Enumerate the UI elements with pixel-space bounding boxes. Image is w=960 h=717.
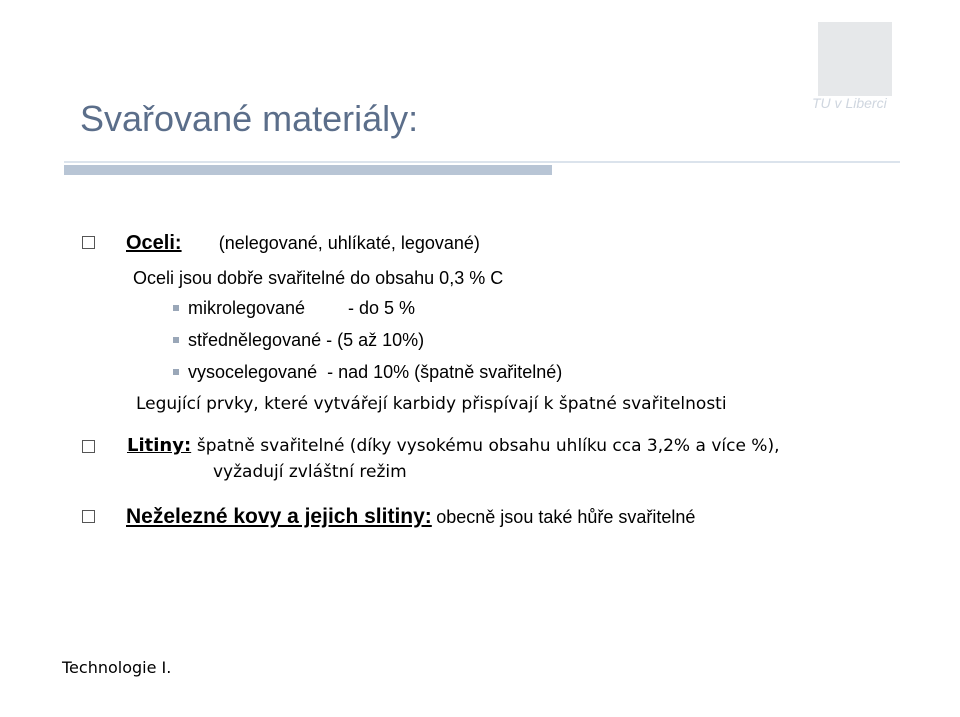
item-nezelezne xyxy=(126,505,695,529)
item-nezelezne-label: Neželezné kovy a jejich slitiny: xyxy=(126,505,432,528)
bullet-checkbox-icon xyxy=(82,510,95,523)
footer-text: Technologie I. xyxy=(62,658,172,677)
item-oceli-types: (nelegované, uhlíkaté, legované) xyxy=(218,233,480,253)
item-litiny-text-cont: vyžadují zvláštní režim xyxy=(213,462,407,482)
sub-item-value: - (5 až 10%) xyxy=(326,330,425,350)
item-litiny-text: špatně svařitelné (díky vysokému obsahu uhlíku cca 3,2% a více %), xyxy=(196,436,780,456)
slide-title: Svařované materiály: xyxy=(80,98,419,139)
alloying-note: Legující prvky, které vytvářejí karbidy přispívají k špatné svařitelnosti xyxy=(136,394,727,414)
sub-item-name: mikrolegované xyxy=(188,298,306,318)
item-oceli-label: Oceli: xyxy=(126,232,182,254)
bullet-checkbox-icon xyxy=(82,440,95,453)
sub-item-vysoce xyxy=(188,362,562,383)
sub-bullet-icon xyxy=(173,369,179,375)
bullet-checkbox-icon xyxy=(82,236,95,249)
item-litiny-label: Litiny: xyxy=(127,435,192,456)
sub-item-stredne xyxy=(188,330,424,351)
sub-item-mikrolegovane xyxy=(188,298,415,319)
university-logo xyxy=(818,22,892,96)
title-accent-bar xyxy=(64,165,552,175)
title-divider xyxy=(64,161,900,163)
item-oceli xyxy=(126,232,480,255)
item-nezelezne-text: obecně jsou také hůře svařitelné xyxy=(436,507,696,527)
oceli-description: Oceli jsou dobře svařitelné do obsahu 0,3 % C xyxy=(133,268,504,288)
sub-item-value: - nad 10% (špatně svařitelné) xyxy=(327,362,563,382)
logo-text: TU v Liberci xyxy=(812,95,887,111)
sub-item-name: střednělegované xyxy=(188,330,322,350)
sub-item-name: vysocelegované xyxy=(188,362,318,382)
item-litiny xyxy=(127,435,780,456)
sub-item-value: - do 5 % xyxy=(348,298,416,318)
sub-bullet-icon xyxy=(173,337,179,343)
sub-bullet-icon xyxy=(173,305,179,311)
